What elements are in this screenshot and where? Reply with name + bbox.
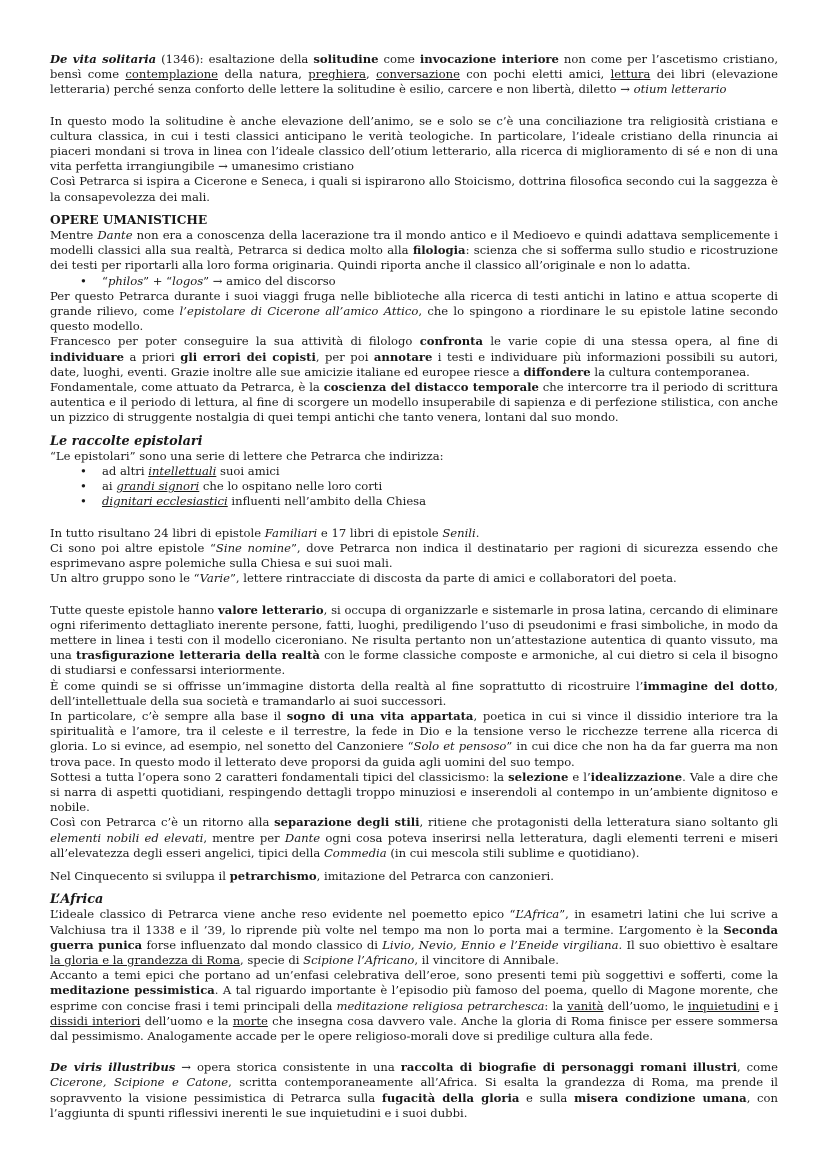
document-page bbox=[50, 52, 778, 1121]
heading-africa: L’Africa bbox=[50, 892, 104, 908]
paragraph-varie: Un altro gruppo sono le “Varie”, lettere rintracciate di discosta da parte di amici e collaboratori del poeta. bbox=[50, 571, 677, 586]
paragraph-filologia: Mentre Dante non era a conoscenza della lacerazione tra il mondo antico e il Medioevo e quindi adattava semplicemente i modelli classici alla sua realtà, Petrarca si dedica molto alla filologia: scienza che si sofferma sullo studio e ricostruzione dei testi per riportarli alla loro forma originaria. Quindi riporta anche il classico all’originale e non lo adatta. bbox=[50, 228, 778, 273]
paragraph-epistolari-intro: “Le epistolari” sono una serie di lettere che Petrarca che indirizza: bbox=[50, 448, 444, 463]
heading-opere-umanistiche: OPERE UMANISTICHE bbox=[50, 212, 208, 227]
paragraph-distacco-temporale: Fondamentale, come attuato da Petrarca, è la coscienza del distacco temporale che intercorre tra il periodo di scrittura autentica e il periodo di lettura, al fine di scorgere un modello insuperabile di sapienza e di perfezione stilistica, con anche un pizzico di struggente nostalgia di quei tempi antichi che tanto venera, lontani dal suo mondo. bbox=[50, 380, 778, 425]
paragraph-libri-epistole: In tutto risultano 24 libri di epistole Familiari e 17 libri di epistole Senili. bbox=[50, 525, 480, 540]
paragraph-filologo: Francesco per poter conseguire la sua attività di filologo confronta le varie copie di una stessa opera, al fine di individuare a priori gli errori dei copisti, per poi annotare i testi e individuare più informazioni possibili su autori, date, luoghi, eventi. Grazie inoltre alle sue amicizie italiane ed europee riesce a diffondere la cultura contemporanea. bbox=[50, 334, 778, 379]
paragraph-cicerone-seneca: Così Petrarca si ispira a Cicerone e Seneca, i quali si ispirarono allo Stoicismo, dottrina filosofica secondo cui la saggezza è la consapevolezza dei mali. bbox=[50, 174, 778, 204]
bullet-list-filologia bbox=[50, 274, 778, 289]
list-item: • “philos” + “logos” → amico del discorso bbox=[102, 274, 778, 289]
paragraph-solitudine-elevazione: In questo modo la solitudine è anche elevazione dell’animo, se e solo se c’è una conciliazione tra religiosità cristiana e cultura classica, in cui i testi classici anticipano le verità teologiche. In particolare, l’ideale cristiano della rinuncia ai piaceri mondani si trova in linea con l’ideale classico dell’otium letterario, alla ricerca di miglioramento di sé e non di una vita perfetta irrangiungibile → umanesimo cristiano bbox=[50, 113, 778, 174]
paragraph-petrarchismo: Nel Cinquecento si sviluppa il petrarchismo, imitazione del Petrarca con canzonieri. bbox=[50, 868, 554, 883]
paragraph-de-vita-solitaria: De vita solitaria (1346): esaltazione della solitudine come invocazione interiore non come per l’ascetismo cristiano, bensì come contemplazione della natura, preghiera, conversazione con pochi eletti amici, lettura dei libri (elevazione letteraria) perché senza conforto delle lettere la solitudine è esilio, carcere e non libertà, diletto → otium letterario bbox=[50, 52, 779, 97]
paragraph-biblioteche: Per questo Petrarca durante i suoi viaggi fruga nelle biblioteche alla ricerca di testi antichi in latino e attua scoperte di grande rilievo, come l’epistolare di Cicerone all’amico Attico, che lo spingono a riordinare le su epistole latine secondo questo modello. bbox=[50, 288, 778, 334]
bullet-list-destinatari bbox=[50, 464, 778, 510]
paragraph-immagine-dotto: È come quindi se si offrisse un’immagine distorta della realtà al fine soprattutto di ricostruire l’immagine del dotto, dell’intellettuale della sua società e tramandarlo ai suoi successori. bbox=[50, 678, 778, 708]
paragraph-africa-poemetto: L’ideale classico di Petrarca viene anche reso evidente nel poemetto epico “L’Africa”, in esametri latini che lui scrive a Valchiusa tra il 1338 e il ’39, lo riprende più volte nel tempo ma non lo porta mai a termine. L’argomento è la Seconda guerra punica forse influenzato dal mondo classico di Livio, Nevio, Ennio e l’Eneide virgiliana. Il suo obiettivo è esaltare la gloria e la grandezza di Roma, specie di Scipione l’Africano, il vincitore di Annibale. bbox=[50, 907, 778, 967]
paragraph-sine-nomine: Ci sono poi altre epistole “Sine nomine”, dove Petrarca non indica il destinatario per ragioni di sicurezza essendo che esprimevano aspre polemiche sulla Chiesa e sui suoi mali. bbox=[50, 540, 779, 571]
list-item: • ad altri intellettuali suoi amici bbox=[102, 464, 778, 479]
work-title-de-vita-solitaria: De vita solitaria bbox=[50, 52, 157, 66]
paragraph-valore-letterario: Tutte queste epistole hanno valore letterario, si occupa di organizzarle e sistemarle in prosa latina, cercando di eliminare ogni riferimento dettagliato inerente persone, fatti, luoghi, prediligendo l’uso di pseudonimi e frasi simboliche, in modo da mettere in linea i testi con il modello ciceroniano. Ne risulta pertanto non un’attestazione autentica di quanto vissuto, ma una trasfigurazione letteraria della realtà con le forme classiche composte e armoniche, al cui dietro si cela il bisogno di studiarsi e confessarsi interiormente. bbox=[50, 602, 779, 678]
heading-raccolte-epistolari: Le raccolte epistolari bbox=[50, 433, 203, 449]
paragraph-separazione-stili: Così con Petrarca c’è un ritorno alla separazione degli stili, ritiene che protagonisti della letteratura siano soltanto gli elementi nobili ed elevati, mentre per Dante ogni cosa poteva inserirsi nella letteratura, dagli elementi terreni e miseri all’elevatezza degli esseri angelici, tipici della Commedia (in cui mescola stili sublime e quotidiano). bbox=[50, 815, 778, 860]
list-item: • ai grandi signori che lo ospitano nelle loro corti bbox=[102, 479, 778, 494]
paragraph-de-viris-illustribus: De viris illustribus → opera storica consistente in una raccolta di biografie di personaggi romani illustri, come Cicerone, Scipione e Catone, scritta contemporaneamente all’Africa. Si esalta la grandezza di Roma, ma prende il sopravvento la visione pessimistica di Petrarca sulla fugacità della gloria e sulla misera condizione umana, con l’aggiunta di spunti riflessivi inerenti le sue inquietudini e i suoi dubbi. bbox=[50, 1060, 779, 1120]
list-item: • dignitari ecclesiastici influenti nell’ambito della Chiesa bbox=[102, 494, 778, 509]
paragraph-classicismo: Sottesi a tutta l’opera sono 2 caratteri fondamentali tipici del classicismo: la selezione e l’idealizzazione. Vale a dire che si narra di aspetti quotidiani, respingendo dettagli troppo minuziosi e inserendoli al contempo in un’ambiente dignitoso e nobile. bbox=[50, 769, 778, 815]
work-title-de-viris-illustribus: De viris illustribus bbox=[50, 1060, 176, 1075]
paragraph-vita-appartata: In particolare, c’è sempre alla base il sogno di una vita appartata, poetica in cui si vince il dissidio interiore tra la spiritualità e l’amore, tra il celeste e il terrestre, la fede in Dio e la tensione verso le ricchezze terrene alla ricerca di gloria. Lo si evince, ad esempio, nel sonetto del Canzoniere “Solo et pensoso” in cui dice che non ha da far guerra ma non trova pace. In questo modo il letterato deve proporsi da guida agli uomini del suo tempo. bbox=[50, 708, 778, 769]
paragraph-meditazione-pessimistica: Accanto a temi epici che portano ad un’enfasi celebrativa dell’eroe, sono presenti temi più soggettivi e sofferti, come la meditazione pessimistica. A tal riguardo importante è l’episodio più famoso del poema, quello di Magone morente, che esprime con concise frasi i temi principali della meditazione religiosa petrarchesca: la vanità dell’uomo, le inquietudini e i dissidi interiori dell’uomo e la morte che insegna cosa davvero vale. Anche la gloria di Roma finisce per essere sommersa dal pessimismo. Analogamente accade per le opere religioso-morali dove si predilige cultura alla fede. bbox=[50, 968, 779, 1043]
